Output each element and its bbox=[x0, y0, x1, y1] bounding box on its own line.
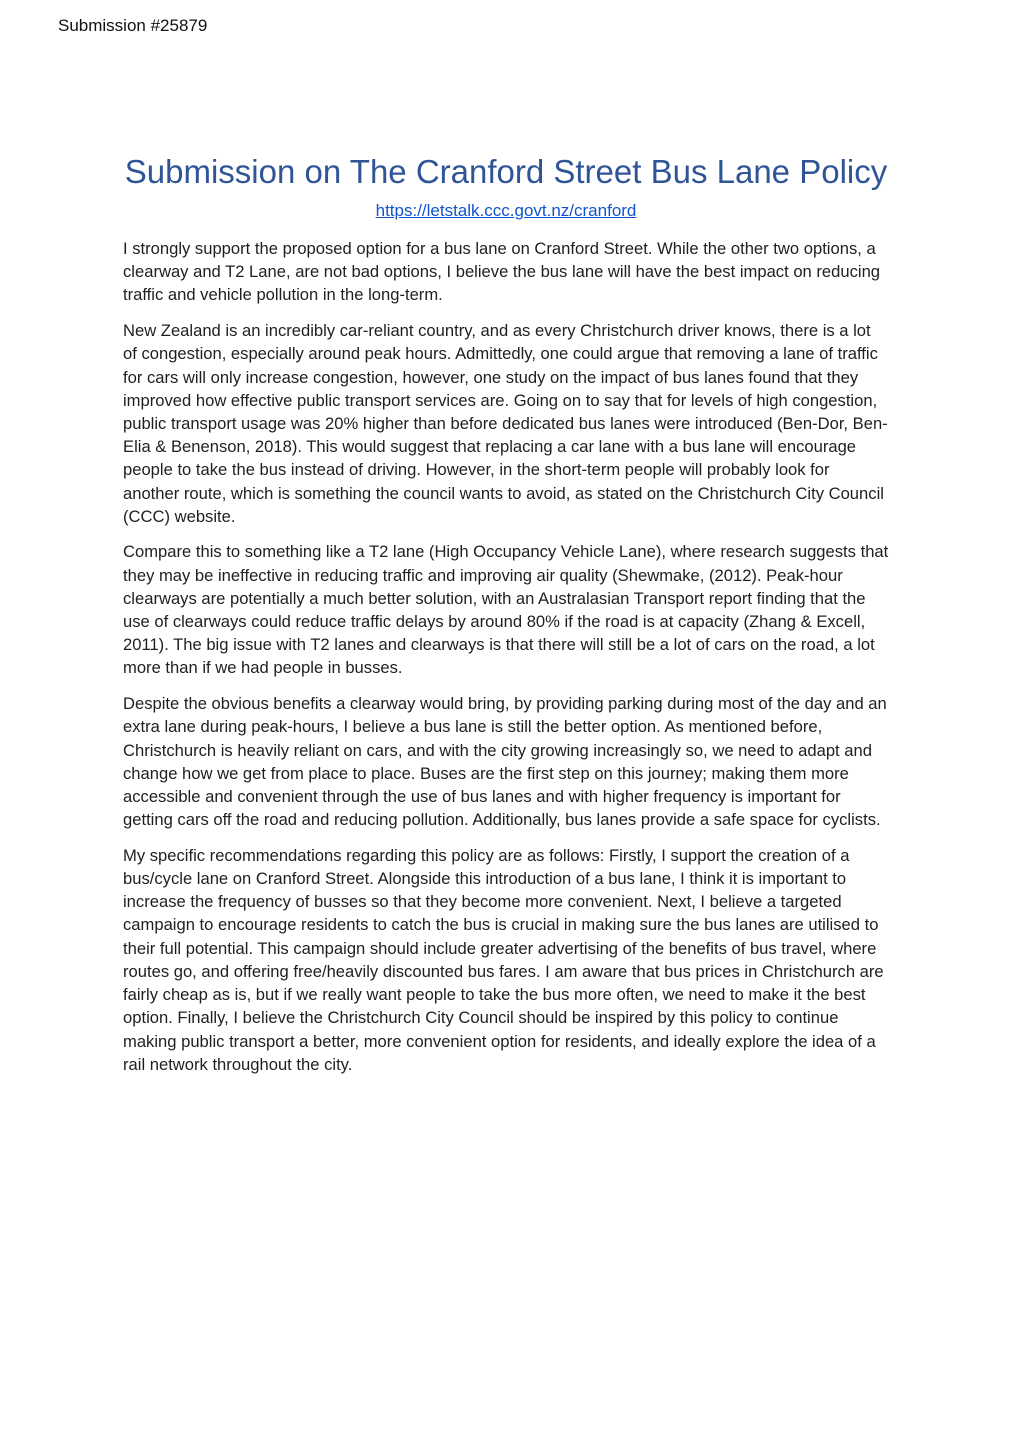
document-title: Submission on The Cranford Street Bus Lane Policy bbox=[124, 153, 888, 190]
submission-number: Submission #25879 bbox=[58, 16, 208, 35]
link-container bbox=[123, 201, 889, 221]
consultation-link[interactable]: https://letstalk.ccc.govt.nz/cranford bbox=[375, 201, 637, 220]
paragraph-congestion: New Zealand is an incredibly car-reliant country, and as every Christchurch driver knows, there is a lot of congestion, especially around peak hours. Admittedly, one could argue that removing a lane of traffic for cars will only increase congestion, however, one study on the impact of bus lanes found that they improved how effective public transport services are. Going on to say that for levels of high congestion, public transport usage was 20% higher than before dedicated bus lanes were introduced (Ben-Dor, Ben-Elia & Benenson, 2018). This would suggest that replacing a car lane with a bus lane will encourage people to take the bus instead of driving. However, in the short-term people will probably look for another route, which is something the council wants to avoid, as stated on the Christchurch City Council (CCC) website. bbox=[123, 321, 888, 526]
paragraph-recommendations: My specific recommendations regarding this policy are as follows: Firstly, I support the creation of a bus/cycle lane on Cranford Street. Alongside this introduction of a bus lane, I think it is important to increase the frequency of busses so that they become more convenient. Next, I believe a targeted campaign to encourage residents to catch the bus is crucial in making sure the bus lanes are utilised to their full potential. This campaign should include greater advertising of the benefits of bus travel, where routes go, and offering free/heavily discounted bus fares. I am aware that bus prices in Christchurch are fairly cheap as is, but if we really want people to take the bus more often, we need to make it the best option. Finally, I believe the Christchurch City Council should be inspired by this policy to continue making public transport a better, more convenient option for residents, and ideally explore the idea of a rail network throughout the city. bbox=[123, 845, 884, 1074]
paragraph-t2-lane: Compare this to something like a T2 lane (High Occupancy Vehicle Lane), where research suggests that they may be ineffective in reducing traffic and improving air quality (Shewmake, (2012). Peak-hour clearways are potentially a much better solution, with an Australasian Transport report finding that the use of clearways could reduce traffic delays by around 80% if the road is at capacity (Zhang & Excell, 2011). The big issue with T2 lanes and clearways is that there will still be a lot of cars on the road, a lot more than if we had people in busses. bbox=[123, 542, 889, 678]
paragraph-intro: I strongly support the proposed option for a bus lane on Cranford Street. While the other two options, a clearway and T2 Lane, are not bad options, I believe the bus lane will have the best impact on reducing traffic and vehicle pollution in the long-term. bbox=[123, 239, 881, 305]
paragraph-clearway: Despite the obvious benefits a clearway would bring, by providing parking during most of the day and an extra lane during peak-hours, I believe a bus lane is still the better option. As mentioned before, Christchurch is heavily reliant on cars, and with the city growing increasingly so, we need to adapt and change how we get from place to place. Buses are the first step on this journey; making them more accessible and convenient through the use of bus lanes and with higher frequency is important for getting cars off the road and reducing pollution. Additionally, bus lanes provide a safe space for cyclists. bbox=[123, 694, 887, 830]
document-body bbox=[123, 151, 889, 1088]
